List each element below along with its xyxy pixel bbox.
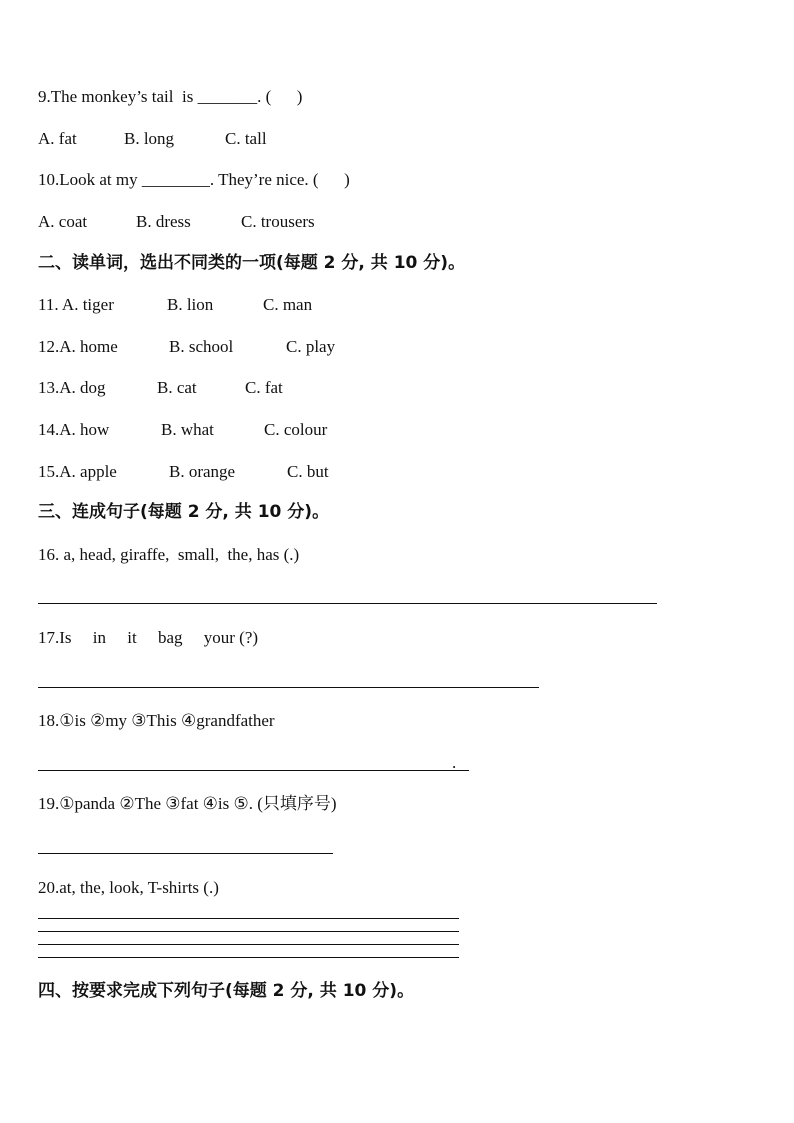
option-a: 14.A. how [38,420,110,439]
writing-line-3[interactable] [38,944,459,945]
section-3-heading: 三、连成句子(每题 2 分, 共 10 分)。 [38,502,330,522]
option-b: B. what [161,420,214,439]
answer-line-19[interactable] [38,853,333,854]
question-17: 17.Is in it bag your (?) [38,628,259,647]
option-b: B. long [124,129,175,148]
option-a: 13.A. dog [38,378,106,397]
answer-end-mark: . [452,753,457,772]
option-c: C. trousers [241,212,315,231]
option-b: B. orange [169,462,236,481]
option-b: B. dress [136,212,191,231]
option-c: C. colour [264,420,328,439]
option-a: A. fat [38,129,77,148]
option-c: C. man [263,295,313,314]
writing-line-2[interactable] [38,931,459,932]
option-c: C. tall [225,129,267,148]
answer-line-17[interactable] [38,687,539,688]
option-b: B. cat [157,378,197,397]
option-b: B. lion [167,295,214,314]
question-20: 20.at, the, look, T-shirts (.) [38,878,219,897]
answer-line-16[interactable] [38,603,657,604]
option-c: C. but [287,462,329,481]
writing-line-4[interactable] [38,957,459,958]
option-a: 12.A. home [38,337,118,356]
option-a: 11. A. tiger [38,295,114,314]
writing-line-1[interactable] [38,918,459,919]
option-c: C. fat [245,378,283,397]
question-9: 9.The monkey’s tail is _______. ( ) [38,87,303,106]
question-18: 18.①is ②my ③This ④grandfather [38,711,275,730]
section-4-heading: 四、按要求完成下列句子(每题 2 分, 共 10 分)。 [38,981,415,1001]
option-a: 15.A. apple [38,462,117,481]
question-16: 16. a, head, giraffe, small, the, has (.) [38,545,300,564]
section-2-heading: 二、读单词，选出不同类的一项(每题 2 分, 共 10 分)。 [38,253,466,273]
option-b: B. school [169,337,234,356]
question-19: 19.①panda ②The ③fat ④is ⑤. (只填序号) [38,794,337,813]
option-c: C. play [286,337,336,356]
option-a: A. coat [38,212,88,231]
question-10: 10.Look at my ________. They’re nice. ( ) [38,170,350,189]
answer-line-18[interactable] [38,770,469,771]
